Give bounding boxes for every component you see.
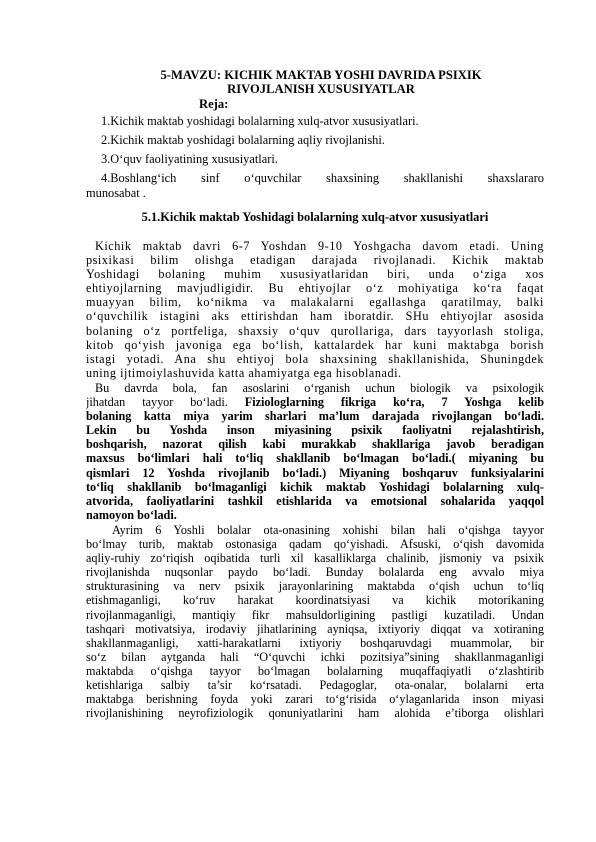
text-line: Yoshidagi bolaning muhim xususiyatlaridan biri, unda o‘ziga xos xyxy=(86,267,544,282)
text-normal: jihatdan tayyor bo‘ladi. xyxy=(86,395,228,410)
text-line: ehtiyojlarning mavjudligidir. Bu ehtiyojlar o‘z mohiyatiga ko‘ra faqat xyxy=(86,281,544,296)
text-line: shakllanmaganligi, xatti-harakatlarni ixtiyoriy boshqaruvdagi muammolar, bir xyxy=(86,635,544,650)
title-line-1: 5-MAVZU: KICHIK MAKTAB YOSHI DAVRIDA PSIXIK xyxy=(160,68,482,82)
plan-item: 1.Kichik maktab yoshidagi bolalarning xulq-atvor xususiyatlari. xyxy=(101,114,419,128)
title-line-2: RIVOJLANISH XUSUSIYATLAR xyxy=(227,82,415,96)
plan-list xyxy=(86,114,544,201)
text-line-bold: bolaning katta miya yarim sharlari ma’lum darajada rivojlangan bo‘ladi. xyxy=(86,409,544,424)
text-line: Ayrim 6 Yoshli bolalar ota-onasining xohishi bilan hali o‘qishga tayyor xyxy=(112,523,544,537)
page-title xyxy=(90,68,552,96)
text-line: aqliy-ruhiy zo‘riqish oqibatida turli xil kasalliklarga chalinib, jismoniy va psixik xyxy=(86,551,544,566)
text-line: tashqari motivatsiya, irodaviy jihatlarining ayniqsa, ixtiyoriy diqqat va xotiraning xyxy=(86,621,544,636)
text-line-bold: boshqarish, nazorat qilish kabi murakkab shakllariga javob beradigan xyxy=(86,437,544,452)
text-line: muayyan bilim, ko‘nikma va malakalarni egallashga qaratilmay, balki xyxy=(86,295,544,310)
text-line-bold: atvorida, faoliyatlarini tashkil etishlarida va emotsional sohalarida yaqqol xyxy=(86,493,544,508)
text-line xyxy=(86,395,544,409)
section-title: 5.1.Kichik maktab Yoshidagi bolalarning xulq-atvor xususiyatlari xyxy=(141,210,489,224)
plan-heading: Reja: xyxy=(199,97,229,111)
text-line: psixikasi bilim olishga etadigan darajada rivojlanadi. Kichik maktab xyxy=(86,253,544,268)
text-line-bold: maxsus bo‘limlari hali to‘liq shakllanib bo‘lmagan bo‘ladi.( miyaning bu xyxy=(86,451,544,466)
plan-item-continuation: munosabat . xyxy=(86,186,146,200)
text-line: bo‘lmay turib, maktab ostonasiga qadam qo‘yishadi. Afsuski, o‘qish davomida xyxy=(86,537,544,552)
text-line: kitob qo‘yish javoniga ega bo‘lish, kattalardek har kuni maktabga borish xyxy=(86,337,544,352)
text-line: Bu davrda bola, fan asoslarini o‘rganish uchun biologik va psixologik xyxy=(95,381,544,395)
paragraph-3 xyxy=(86,523,544,720)
text-line: o‘quvchilik istagini aks ettirishdan ham iboratdir. SHu ehtiyojlar asosida xyxy=(86,309,544,324)
text-line: bolaning o‘z portfeliga, shaxsiy o‘quv qurollariga, dars tayyorlash stoliga, xyxy=(86,323,544,338)
text-line: maktabga berishning foyda yoki zarari to‘g‘risida o‘ylaganlarida inson miyasi xyxy=(86,692,544,707)
text-line-bold: namoyon bo‘ladi. xyxy=(86,507,177,522)
text-line: so‘z bilan aytganda hali “O‘quvchi ichki pozitsiya”sining shakllanmaganligi xyxy=(86,649,544,664)
text-bold: Fiziologlarning fikriga ko‘ra, 7 Yoshga kelib xyxy=(244,395,544,410)
text-line-bold: to‘liq shakllanib bo‘lmaganligi kichik maktab Yoshidagi bolalarning xulq- xyxy=(86,479,544,494)
text-line: etishmaganligi, ko‘ruv harakat koordinatsiyasi va kichik motorikaning xyxy=(86,593,544,608)
text-line: rivojlanishda nuqsonlar paydo bo‘ladi. Bunday bolalarda eng avvalo miya xyxy=(86,565,544,580)
text-line-bold: Lekin bu Yoshda inson miyasining psixik faoliyatni rejalashtirish, xyxy=(86,423,544,438)
text-line: ketishlariga salbiy ta’sir ko‘rsatadi. Pedagoglar, ota-onalar, bolalarni erta xyxy=(86,678,544,693)
text-line: strukturasining va nerv psixik jarayonlarining maktabda o‘qish uchun to‘liq xyxy=(86,579,544,594)
text-line: Kichik maktab davri 6-7 Yoshdan 9-10 Yoshgacha davom etadi. Uning xyxy=(95,239,544,253)
plan-item: 4.Boshlang‘ich sinf o‘quvchilar shaxsining shakllanishi shaxslararo xyxy=(101,171,544,185)
plan-item: 2.Kichik maktab yoshidagi bolalarning aqliy rivojlanishi. xyxy=(101,133,385,147)
text-line: rivojlanmaganligi, mantiqiy fikr mahsuldorligining pastligi kuzatiladi. Undan xyxy=(86,607,544,622)
text-line: rivojlanishining neyrofiziologik qonuniyatlarini ham alohida e’tiborga olishlari xyxy=(86,706,544,721)
text-line: istagi yotadi. Ana shu ehtiyoj bola shaxsining shakllanishida, Shuningdek xyxy=(86,351,544,366)
text-line-bold: qismlari 12 Yoshda rivojlanib bo‘ladi.) Miyaning boshqaruv funksiyalarini xyxy=(86,465,544,480)
plan-item: 3.O‘quv faoliyatining xususiyatlari. xyxy=(101,152,278,166)
text-line: maktabda o‘qishga tayyor bo‘lmagan bolalarning muqaffaqiyatli o‘zlashtirib xyxy=(86,663,544,678)
text-line: uning ijtimoiylashuvida katta ahamiyatga ega hisoblanadi. xyxy=(86,365,402,380)
paragraph-1 xyxy=(86,239,544,380)
paragraph-2 xyxy=(86,381,544,522)
